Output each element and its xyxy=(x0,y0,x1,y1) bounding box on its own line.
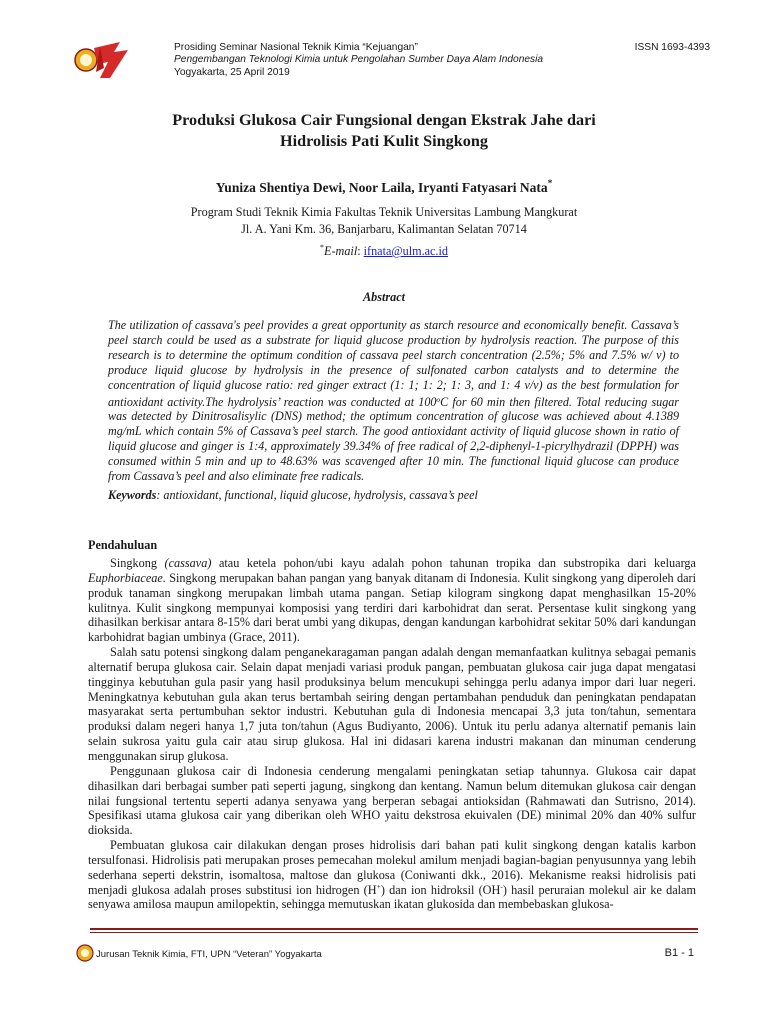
email-separator: : xyxy=(357,244,361,258)
keywords-list: : antioxidant, functional, liquid glucose, hydrolysis, cassava’s peel xyxy=(156,488,478,502)
keywords xyxy=(108,488,679,503)
email-label: E-mail xyxy=(324,244,358,258)
p4-text-b: ) dan ion hidroksil (OH xyxy=(380,882,501,897)
p1-text-c: Singkong merupakan bahan pangan yang banyak ditanam di Indonesia. Kulit singkong yang diperoleh dari produk tanaman singkong merupakan limbah utama pangan. Setiap kilogram singkong dapat menghasilkan 15-20% kulitnya. Kulit singkong mempunyai komposisi yang terdiri dari karbohidrat dan serat. Persentase kulit singkong yang dihasilkan berkisar antara 8-15% dari berat umbi yang dikupas, dengan kandungan karbohidrat sekitar 50% dari kandungan karbohidrat bagian umbinya (Grace, 2011). xyxy=(88,570,696,645)
page-header xyxy=(60,38,710,88)
email-mark: * xyxy=(320,243,325,252)
p1-text-a: Singkong xyxy=(110,556,165,570)
contact-email xyxy=(0,243,768,259)
section-heading-pendahuluan: Pendahuluan xyxy=(88,538,158,552)
header-seminar-name: Prosiding Seminar Nasional Teknik Kimia “Kejuangan” xyxy=(174,42,418,53)
header-date: Yogyakarta, 25 April 2019 xyxy=(174,66,290,78)
title-line-2: Hidrolisis Pati Kulit Singkong xyxy=(280,132,488,150)
paragraph-3: Penggunaan glukosa cair di Indonesia cenderung mengalami peningkatan setiap tahunnya. Glukosa cair dapat dihasilkan dari berbagai sumber pati seperti jagung, singkong dan kentang. Namun belum ditemukan glukosa cair dengan nilai fungsional tertentu seperti adanya senyawa yang berperan sebagai antioksidan (Rahmawati dan Sutrisno, 2014). Spesifikasi utama glukosa cair yang diberikan oleh WHO yaitu dekstrosa ekuivalen (DE) minimal 20% dan 40% sulfur dioksida. xyxy=(88,763,696,838)
keywords-label: Keywords xyxy=(108,488,157,502)
university-logo-icon xyxy=(76,944,94,962)
title-line-1: Produksi Glukosa Cair Fungsional dengan Ekstrak Jahe dari xyxy=(172,111,596,129)
intro-body xyxy=(88,556,696,912)
header-text xyxy=(174,42,543,79)
email-link[interactable]: ifnata@ulm.ac.id xyxy=(363,244,448,258)
paragraph-2: Salah satu potensi singkong dalam penganekaragaman pangan adalah dengan memanfaatkan kulitnya sebagai pemanis alternatif berupa glukosa cair. Selain dapat menjadi variasi produk pangan, pembuatan glukosa cair juga dapat mengatasi tingginya kebutuhan gula pasir yang hasil produksinya belum mencukupi sehingga perlu adanya impor dari luar negeri. Meningkatnya kebutuhan gula akan terus bertambah seiring dengan pertambahan penduduk dan peningkatan pendapatan masyarakat serta pertumbuhan sektor industri. Kebutuhan gula di Indonesia mencapai 3,3 juta ton/tahun, sementara produksi dalam negeri hanya 1,7 juta ton/tahun (Agus Budiyanto, 2006). Untuk itu perlu adanya alternatif pemanis lain selain sukrosa yaitu gula cair atau sirup glukosa. Hal ini didasari karena industri makanan dan minuman cenderung menggunakan sirup glukosa. xyxy=(88,645,696,763)
footer-rule-thick xyxy=(90,928,698,930)
degree-symbol: o xyxy=(436,394,441,404)
affiliation-line-1: Program Studi Teknik Kimia Fakultas Teknik Universitas Lambung Mangkurat xyxy=(190,205,578,219)
p4-text-c: ) hasil peruraian molekul air ke dalam senyawa amilosa maupun amilopektin, sehingga memutuskan ikatan glukosida dan membebaskan glukosa- xyxy=(88,882,697,912)
p4-text-a: Pembuatan glukosa cair dilakukan dengan proses hidrolisis dari bahan pati kulit singkong dengan katalis karbon tersulfonasi. Hidrolisis pati merupakan proses pemecahan molekul amilum menjadi bagian-bagian penyusunnya yang lebih sederhana seperti dekstrin, isomaltosa, maltose dan glukosa (Coniwanti dkk., 2016). Mekanisme reaksi hidrolisis pati menjadi glukosa adalah proses substitusi ion hidrogen (H xyxy=(88,838,696,897)
abstract-text-part-2: C for 60 min then filtered. Total reducing sugar was detected by Dinitrosalisylic (DNS) method; the optimum concentration of glucose was achieved about 4.1389 mg/mL which contain 5% of Cassava’s peel starch. The good antioxidant activity of liquid glucose shown in ratio of liquid glucose and ginger is 1:4, approximately 39.34% of free radical of 2,2-diphenyl-1-picrylhydrazil (DPPH) was consumed within 5 min and up to 48.63% was scavenged after 10 min. The functional liquid glucose can produce from Cassava’s peel and also eliminate free radicals. xyxy=(108,394,679,484)
authors-text: Yuniza Shentiya Dewi, Noor Laila, Iryanti Fatyasari Nata xyxy=(215,180,548,195)
abstract-text-part-1: The utilization of cassava's peel provides a great opportunity as starch resource and economically benefit. Cassava’s peel starch could be used as a substrate for liquid glucose production by hydrolysis reaction. The purpose of this research is to determine the optimum condition of cassava peel starch concentration (2.5%; 5% and 7.5% w/ v) to produce liquid glucose by hydrolysis in the presence of sulfonated carbon catalysts and to determine the concentration of liquid glucose ratio: red ginger extract (1: 1; 1: 2; 1: 3, and 1: 4 v/v) as the best formulation for antioxidant activity.The hydrolysis’ reaction was conducted at 100 xyxy=(108,318,679,409)
affiliation-line-2: Jl. A. Yani Km. 36, Banjarbaru, Kalimantan Selatan 70714 xyxy=(241,221,527,236)
p1-cassava: (cassava) xyxy=(164,556,212,570)
author-list xyxy=(0,178,768,196)
p1-family-name: Euphorbiaceae. xyxy=(88,570,166,585)
p1-text-b: atau ketela pohon/ubi kayu adalah pohon tahunan tropika dan substropika dari keluarga xyxy=(211,556,696,570)
issn-number: ISSN 1693-4393 xyxy=(634,42,710,53)
footer-rule-thin xyxy=(90,932,698,933)
footer-affiliation: Jurusan Teknik Kimia, FTI, UPN “Veteran” Yogyakarta xyxy=(96,949,322,960)
page-number: B1 - 1 xyxy=(664,947,694,959)
paragraph-1 xyxy=(88,556,696,645)
corresponding-mark: * xyxy=(547,178,553,188)
seminar-logo-icon xyxy=(70,38,132,84)
abstract-heading: Abstract xyxy=(363,290,405,304)
header-theme: Pengembangan Teknologi Kimia untuk Pengolahan Sumber Daya Alam Indonesia xyxy=(174,54,544,66)
hydrogen-charge: + xyxy=(376,881,381,891)
abstract-body xyxy=(108,318,679,484)
affiliation xyxy=(0,204,768,237)
hydroxyl-charge: - xyxy=(500,881,503,891)
paper-title xyxy=(0,110,768,152)
paragraph-4 xyxy=(88,838,696,912)
